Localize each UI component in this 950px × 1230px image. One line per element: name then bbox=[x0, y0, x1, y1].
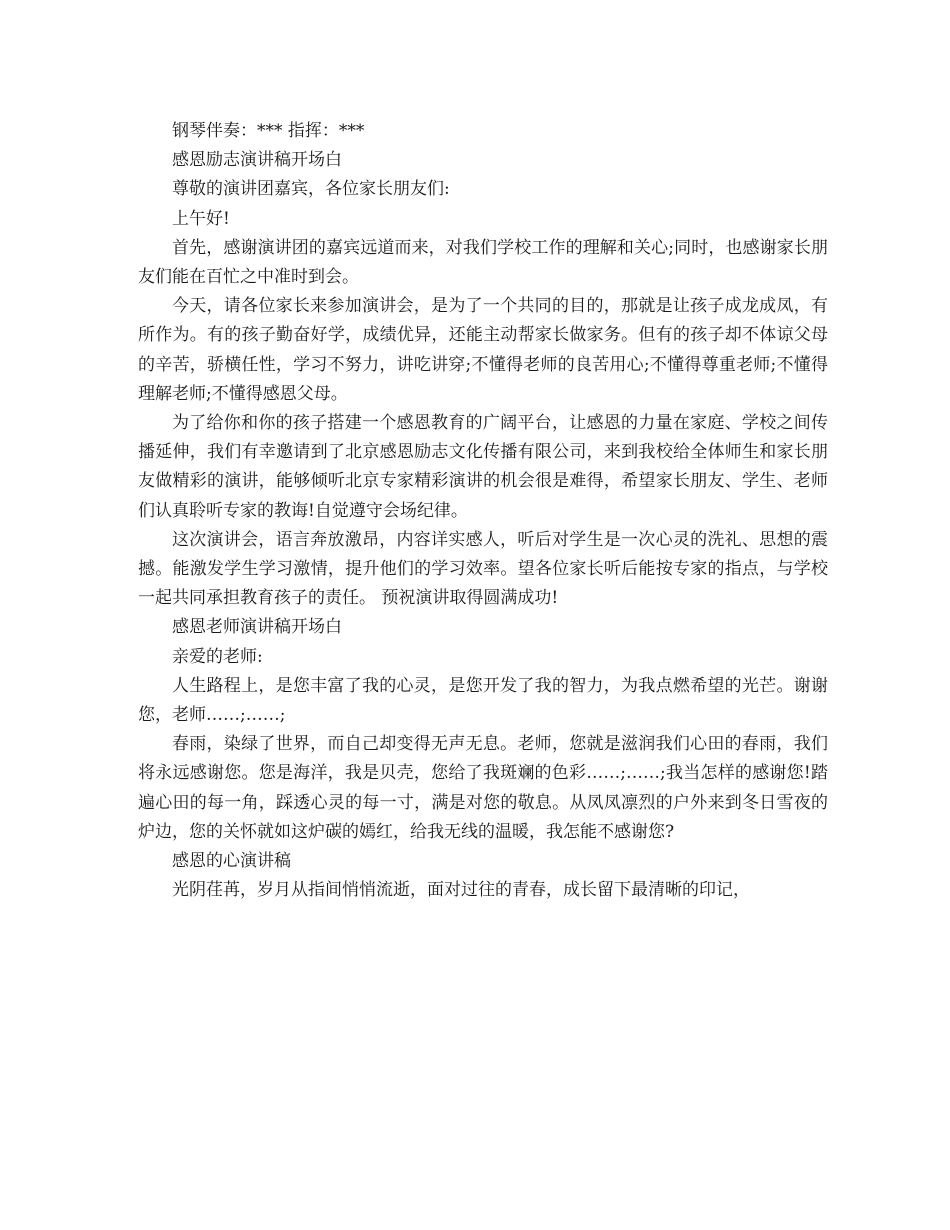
heading-grateful-heart: 感恩的心演讲稿 bbox=[172, 851, 291, 872]
paragraph-thanks: 首先，感谢演讲团的嘉宾远道而来，对我们学校工作的理解和关心;同时，也感谢家长朋友们能在百忙之中准时到会。 bbox=[138, 237, 828, 288]
salutation-guests: 尊敬的演讲团嘉宾，各位家长朋友们: bbox=[172, 179, 450, 200]
paragraph-time-passes: 光阴荏苒，岁月从指间悄悄流逝，面对过往的青春，成长留下最清晰的印记， bbox=[172, 880, 750, 901]
greeting-morning: 上午好! bbox=[172, 208, 230, 229]
salutation-teacher: 亲爱的老师: bbox=[172, 646, 263, 667]
paragraph-accompaniment: 钢琴伴奏：*** 指挥：*** bbox=[172, 121, 365, 141]
heading-encouragement-opening: 感恩励志演讲稿开场白 bbox=[172, 150, 342, 171]
paragraph-platform: 为了给你和你的孩子搭建一个感恩教育的广阔平台，让感恩的力量在家庭、学校之间传播延伸，我们有幸邀请到了北京感恩励志文化传播有限公司，来到我校给全体师生和家长朋友做精彩的演讲，能够倾听北京专家精彩演讲的机会很是难得，希望家长朋友、学生、老师们认真聆听专家的教诲!自觉遵守会场纪律。 bbox=[138, 413, 828, 521]
paragraph-purpose: 今天，请各位家长来参加演讲会，是为了一个共同的目的，那就是让孩子成龙成凤，有所作为。有的孩子勤奋好学，成绩优异，还能主动帮家长做家务。但有的孩子却不体谅父母的辛苦，骄横任性，学习不努力，讲吃讲穿;不懂得老师的良苦用心;不懂得尊重老师;不懂得理解老师;不懂得感恩父母。 bbox=[138, 296, 828, 404]
heading-teacher-opening: 感恩老师演讲稿开场白 bbox=[172, 617, 342, 638]
paragraph-spring-rain: 春雨，染绿了世界，而自己却变得无声无息。老师，您就是滋润我们心田的春雨，我们将永远感谢您。您是海洋，我是贝壳，您给了我斑斓的色彩……;……;我当怎样的感谢您!踏遍心田的每一角，踩透心灵的每一寸，满是对您的敬息。从凤凤凛烈的户外来到冬日雪夜的炉边，您的关怀就如这炉碳的嫣红，给我无线的温暖，我怎能不感谢您? bbox=[138, 734, 828, 842]
document-body bbox=[138, 117, 828, 905]
paragraph-lecture: 这次演讲会，语言奔放激昂，内容详实感人，听后对学生是一次心灵的洗礼、思想的震撼。能激发学生学习激情，提升他们的学习效率。望各位家长听后能按专家的指点，与学校一起共同承担教育孩子的责任。 预祝演讲取得圆满成功! bbox=[138, 529, 828, 609]
paragraph-life-path: 人生路程上，是您丰富了我的心灵，是您开发了我的智力，为我点燃希望的光芒。谢谢您，老师……;……; bbox=[138, 675, 828, 726]
